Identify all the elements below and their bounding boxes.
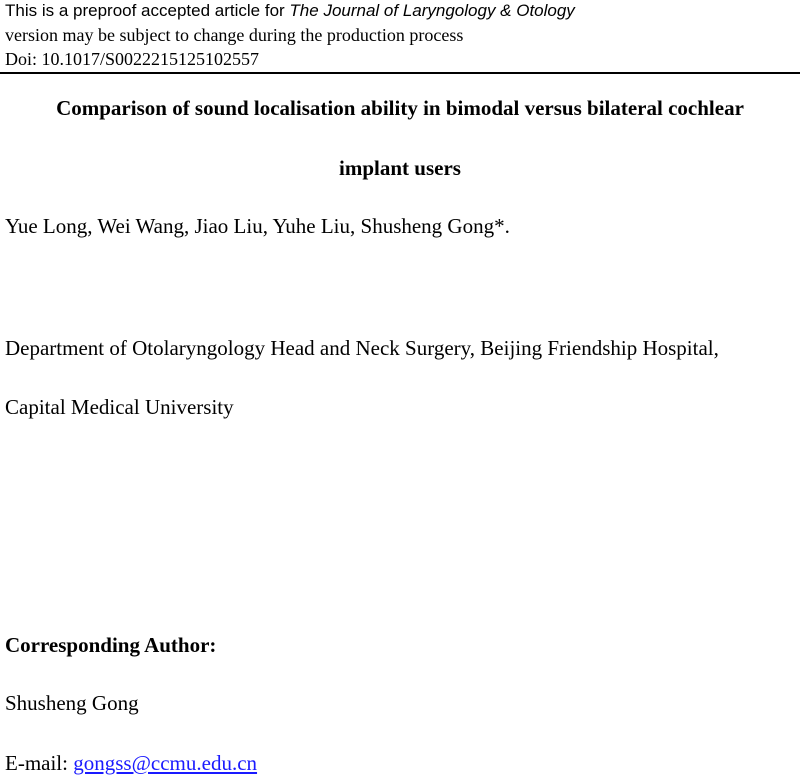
preproof-notice-prefix: This is a preproof accepted article for xyxy=(5,1,290,20)
preproof-notice xyxy=(5,0,575,22)
affiliation-line-2: Capital Medical University xyxy=(5,395,234,419)
corresponding-author-email xyxy=(5,750,257,776)
corresponding-author-heading: Corresponding Author: xyxy=(5,633,217,657)
journal-name: The Journal of Laryngology & Otology xyxy=(289,1,575,20)
header-divider xyxy=(0,72,800,74)
production-notice: version may be subject to change during the production process xyxy=(5,25,464,45)
article-title-line-2: implant users xyxy=(339,156,461,180)
author-list: Yue Long, Wei Wang, Jiao Liu, Yuhe Liu, Shusheng Gong*. xyxy=(5,214,510,238)
corresponding-author-name: Shusheng Gong xyxy=(5,691,139,715)
doi: Doi: 10.1017/S0022215125102557 xyxy=(5,49,260,69)
affiliation-line-1: Department of Otolaryngology Head and Neck Surgery, Beijing Friendship Hospital, xyxy=(5,336,719,360)
article-title-line-1: Comparison of sound localisation ability in bimodal versus bilateral cochlear xyxy=(56,96,744,120)
email-label: E-mail: xyxy=(5,751,74,775)
email-link[interactable]: gongss@ccmu.edu.cn xyxy=(73,751,258,775)
